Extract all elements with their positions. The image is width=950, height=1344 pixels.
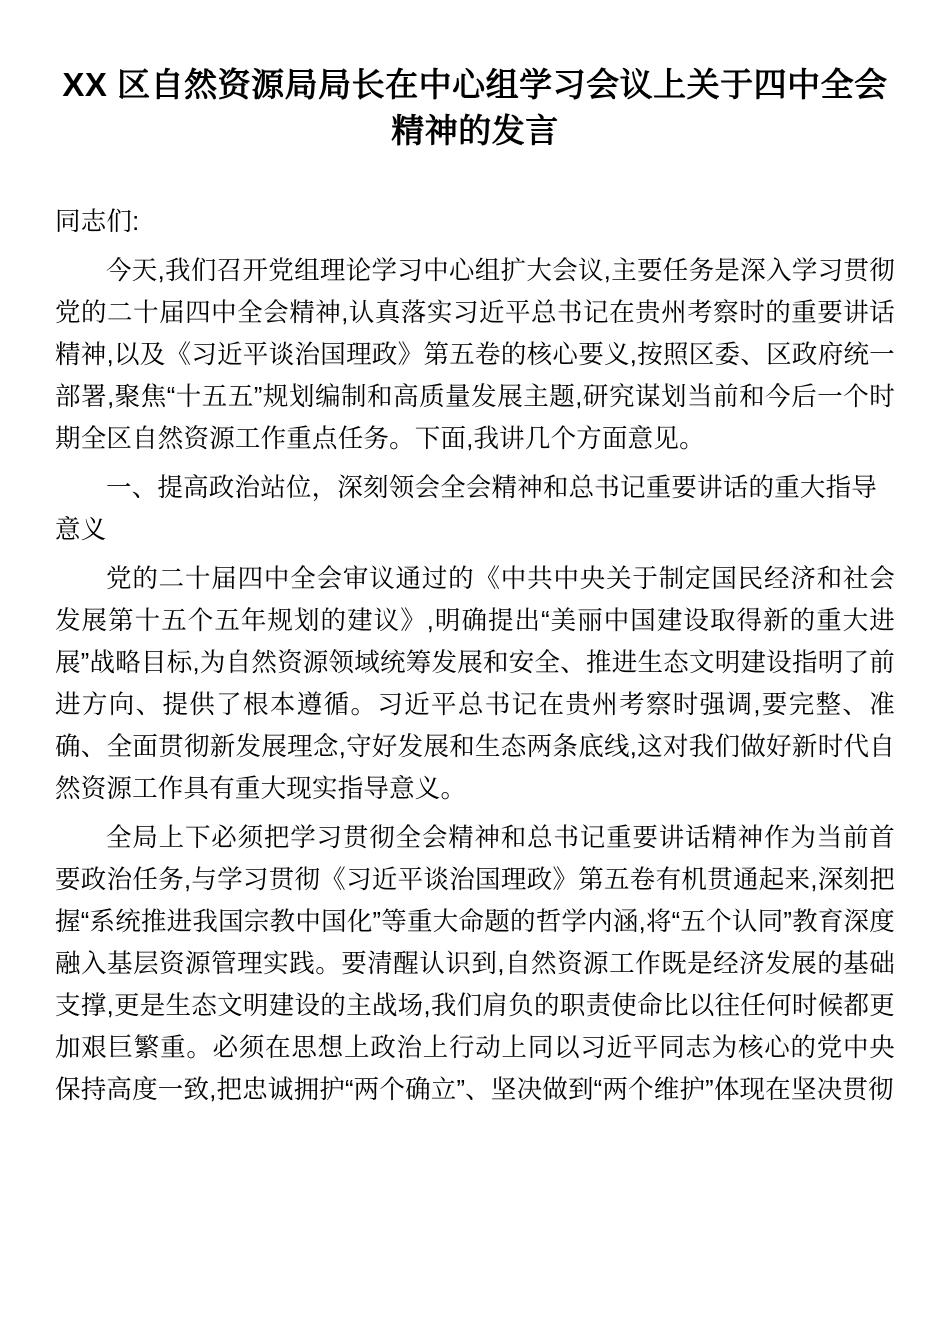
- document-body: [55, 0, 895, 1111]
- paragraph-3: 全局上下必须把学习贯彻全会精神和总书记重要讲话精神作为当前首要政治任务,与学习贯彻《习近平谈治国理政》第五卷有机贯通起来,深刻把握“系统推进我国宗教中国化”等重大命题的哲学内涵,将“五个认同”教育深度融入基层资源管理实践。要清醒认识到,自然资源工作既是经济发展的基础支撑,更是生态文明建设的主战场,我们肩负的职责使命比以往任何时候都更加艰巨繁重。必须在思想上政治上行动上同以习近平同志为核心的党中央保持高度一致,把忠诚拥护“两个确立”、坚决做到“两个维护”体现在坚决贯彻: [55, 824, 895, 1104]
- page-title: XX 区自然资源局局长在中心组学习会议上关于四中全会精神的发言: [62, 66, 888, 149]
- paragraph-1: 今天,我们召开党组理论学习中心组扩大会议,主要任务是深入学习贯彻党的二十届四中全会精神,认真落实习近平总书记在贵州考察时的重要讲话精神,以及《习近平谈治国理政》第五卷的核心要义,按照区委、区政府统一部署,聚焦“十五五”规划编制和高质量发展主题,研究谋划当前和今后一个时期全区自然资源工作重点任务。下面,我讲几个方面意见。: [55, 257, 895, 453]
- salutation: 同志们:: [55, 208, 140, 236]
- section-heading-1: 一、提高政治站位，深刻领会全会精神和总书记重要讲话的重大指导意义: [55, 474, 878, 544]
- paragraph-2: 党的二十届四中全会审议通过的《中共中央关于制定国民经济和社会发展第十五个五年规划的建议》,明确提出“美丽中国建设取得新的重大进展”战略目标,为自然资源领域统筹发展和安全、推进生态文明建设指明了前进方向、提供了根本遵循。习近平总书记在贵州考察时强调,要完整、准确、全面贯彻新发展理念,守好发展和生态两条底线,这对我们做好新时代自然资源工作具有重大现实指导意义。: [55, 565, 895, 803]
